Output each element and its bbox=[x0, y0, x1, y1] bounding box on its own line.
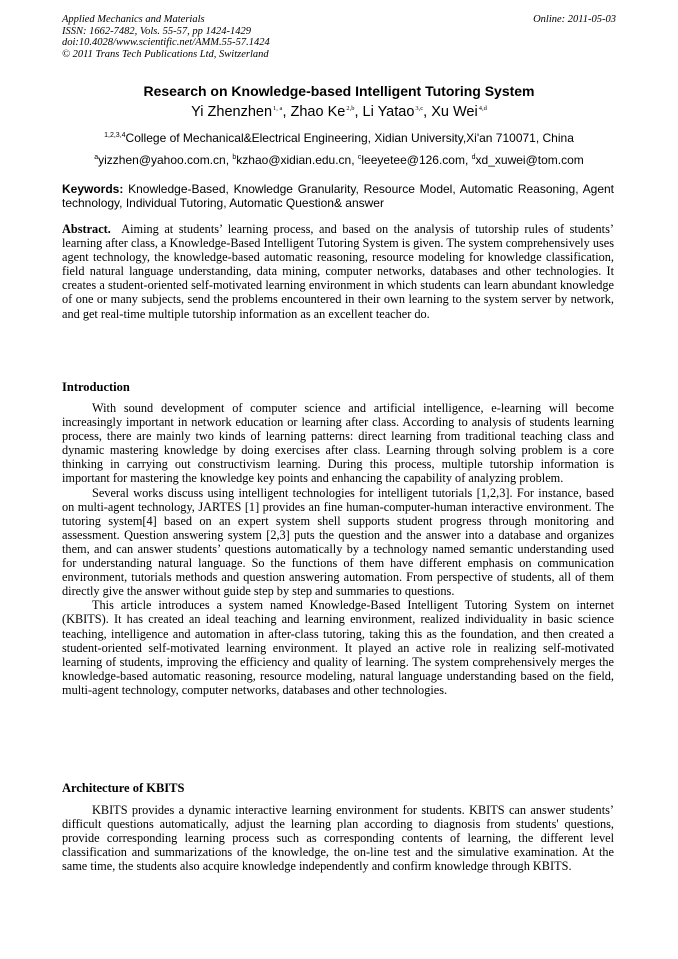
keywords-label: Keywords: bbox=[62, 182, 124, 196]
author-name: Li Yatao bbox=[362, 104, 415, 120]
keywords-text: Knowledge-Based, Knowledge Granularity, Resource Model, Automatic Reasoning, Agent technology, Individual Tutoring, Automatic Question& answer bbox=[62, 182, 614, 210]
author-name: Zhao Ke bbox=[290, 104, 346, 120]
email-address: yizzhen@yahoo.com.cn bbox=[98, 153, 226, 167]
paper-title: Research on Knowledge-based Intelligent Tutoring System bbox=[143, 83, 535, 99]
section-introduction bbox=[62, 401, 614, 697]
author-name: Xu Wei bbox=[431, 104, 478, 120]
section-heading-architecture: Architecture of KBITS bbox=[62, 781, 185, 795]
affiliation bbox=[0, 131, 678, 145]
journal-name: Applied Mechanics and Materials bbox=[62, 14, 205, 25]
author-superscript: 1, a bbox=[273, 105, 283, 112]
abstract-label: Abstract. bbox=[62, 222, 111, 236]
journal-header bbox=[62, 14, 616, 60]
abstract-text: Aiming at students’ learning process, and based on the analysis of tutorship rules of students’ learning after class, a Knowledge-Based Intelligent Tutoring System is given. The system comprehensively uses agent technology, the knowledge-based automatic reasoning, resource modeling for knowledge classification, field natural language understanding, data mining, computer networks, databases and other technologies. It creates a student-oriented self-motivated learning environment in which students can learn abundant knowledge of one or many subjects, send the problems encountered in their own learning to the system server by network, and get real-time multiple tutorship information as an excellent teacher do. bbox=[62, 222, 615, 321]
affiliation-superscript: 1,2,3,4 bbox=[104, 132, 126, 139]
issn-line: ISSN: 1662-7482, Vols. 55-57, pp 1424-1429 bbox=[62, 25, 251, 37]
online-date: Online: 2011-05-03 bbox=[533, 14, 616, 25]
author-superscript: 3,c bbox=[415, 105, 424, 112]
email-superscript: c bbox=[357, 154, 362, 161]
author-superscript: 2,b bbox=[346, 105, 355, 112]
email-address: leeyetee@126.com bbox=[361, 153, 465, 167]
paragraph: Several works discuss using intelligent technologies for intelligent tutorials [1,2,3]. For instance, based on multi-agent technology, JARTES [1] provides an fine human-computer-human interactive environment. The tutoring system[4] based on an expert system shell supports student progress through monitoring and assessment. Question answering system [2,3] puts the question and the answer into a database and organizes them, and can answer students’ questions automatically by a technology named semantic understanding used for understanding natural language. So the functions of them have different emphasis on communication environment, tutorials methods and question answering automation. From perspective of students, all of them directly give the answer without guide step by step and summaries to questions. bbox=[62, 485, 614, 599]
section-heading-introduction: Introduction bbox=[62, 380, 130, 394]
paragraph: This article introduces a system named Knowledge-Based Intelligent Tutoring System on internet (KBITS). It has created an ideal teaching and learning environment, realized individuality in basic science teaching, intelligence and automation in after-class tutoring, taking this as the foundation, and then created a student-oriented self-motivated learning environment. It played an active role in realizing self-motivated learning of students, improving the efficiency and quality of learning. The system comprehensively merges the knowledge-based automatic reasoning, resource modeling, natural language understanding based on the field, multi-agent technology, computer networks, databases and other technologies. bbox=[62, 598, 614, 697]
doi-line: doi:10.4028/www.scientific.net/AMM.55-57.1424 bbox=[62, 37, 270, 48]
email-address: xd_xuwei@tom.com bbox=[475, 153, 584, 167]
email-superscript: b bbox=[232, 154, 237, 161]
affiliation-text: College of Mechanical&Electrical Engineering, Xidian University,Xi'an 710071, China bbox=[125, 131, 574, 145]
paragraph: With sound development of computer science and artificial intelligence, e-learning will become increasingly important in network education or learning after class. According to analysis of students learning process, there are mainly two kinds of learning patterns: direct learning from traditional teaching class and dynamic mastering knowledge by doing exercises after class. Learning through solving problem is a core thinking in carrying out constructivism learning. During this process, multiple tutorship information is important for mastering the knowledge key points and enhancing the capability of analyzing problem. bbox=[62, 401, 614, 486]
email-superscript: a bbox=[94, 154, 99, 161]
email-list: $^a$yizzhen@yahoo.com.cn, $^b$kzhao@xidian.edu.cn, $^c$leeyetee@126.com, $^d$xd_xuwei@tom.com bbox=[94, 153, 584, 167]
email-superscript: d bbox=[471, 154, 476, 161]
copyright-line: © 2011 Trans Tech Publications Ltd, Switzerland bbox=[62, 48, 269, 60]
author-list: Yi Zhenzhen$^{1, a}$, Zhao Ke$^{2,b}$, Li Yatao$^{3,c}$, Xu Wei$^{4,d}$ bbox=[191, 104, 487, 120]
section-architecture bbox=[62, 803, 614, 873]
email-address: kzhao@xidian.edu.cn bbox=[236, 153, 352, 167]
paragraph: KBITS provides a dynamic interactive learning environment for students. KBITS can answer students’ difficult questions automatically, adjust the learning plan according to diagnosis from students' questions, provide corresponding learning process such as corresponding contents of learning, the different level classification and summarizations of the knowledge, the on-line test and the simulative examination. At the same time, the students also acquire knowledge independently and confirm knowledge through KBITS. bbox=[62, 803, 614, 874]
keywords-block bbox=[62, 182, 614, 210]
author-name: Yi Zhenzhen bbox=[191, 104, 273, 120]
abstract-block bbox=[62, 222, 614, 321]
author-superscript: 4,d bbox=[478, 105, 487, 112]
